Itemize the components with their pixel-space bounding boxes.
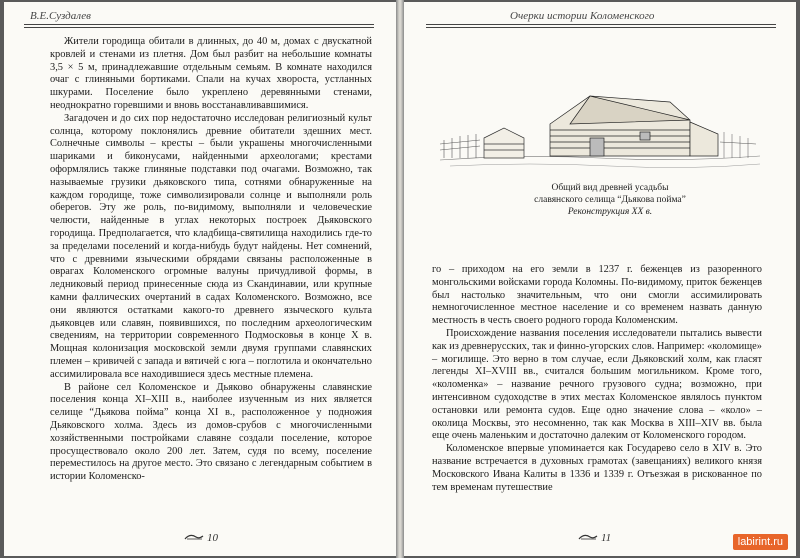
right-body-text (432, 264, 762, 494)
left-page (4, 2, 396, 556)
caption-line: Общий вид древней усадьбы (551, 183, 669, 193)
reconstruction-illustration (440, 82, 760, 174)
page-number: 10 (207, 532, 218, 544)
paragraph: Жители городища обитали в длинных, до 40 м, домах с двускатной кровлей и стенами из плетня. Дом был разбит на небольшие комнаты 3,5 × 5 м, принадлежавшие отдельным семьям. В комнате находился очаг с глиняными бортиками. Спали на кучах хвороста, устланных шкурами. Поселение было укреплено деревянными стенами, неоднократно горевшими и вновь восстанавливавшимися. (50, 36, 372, 111)
watermark-logo: labirint.ru (733, 534, 788, 550)
header-rule (24, 27, 374, 28)
left-body-text (50, 36, 372, 484)
header-rule (24, 24, 374, 25)
paragraph: Коломенское впервые упоминается как Государево село в XIV в. Это название встречается в духовных грамотах (завещаниях) великого князя Московского Ивана Калиты в 1336 и 1339 г. Отъезжая в рискованное по тем временам путешествие (432, 443, 762, 493)
paragraph: го – приходом на его земли в 1237 г. беженцев из разоренного монгольскими войсками города Коломны. По-видимому, приток беженцев был настолько значительным, что они смогли ассимилировать немногочисленное местное население и со временем назвать данную местность в честь своего родного города Коломенским. (432, 264, 762, 327)
page-ornament-icon (578, 532, 598, 544)
illustration-caption (500, 182, 720, 218)
paragraph: В районе сел Коломенское и Дьяково обнаружены славянские поселения конца XI–XIII в., наиболее изученным из них является селище “Дьякова пойма” конца XI в., расположенное у подножия Дьяковского холма. Здесь из домов-срубов с многочисленными хозяйственными постройками славяне создали поселение, которое просуществовало около 200 лет. Затем, судя по всему, поселение переместилось на другое место. Это связано с легендарным событием в истории Коломенско- (50, 381, 372, 483)
header-rule (426, 27, 776, 28)
header-rule (426, 24, 776, 25)
page-number: 11 (601, 532, 612, 544)
paragraph: Загадочен и до сих пор недостаточно исследован религиозный культ солнца, которому поклонялись древние обитатели здешних мест. Солнечные символы – кресты – были украшены многочисленными шариками и биконусами, найденными археологами; крестами оформлялись также глиняные подставки под очагами. Возможно, так называемые грузики дьяковского типа, сотнями обнаруженные на каждом городище, тоже символизировали солнце и выполняли роль оберегов. Эту же роль, по-видимому, выполняли и человеческие челюсти, найденные в углах некоторых построек Дьяковского городища. Предполагается, что кладбища-святилища находились где-то за пределами поселений и когда-нибудь будут найдены. Нет сомнений, что с древними языческими обрядами связаны расположенные в оврагах Коломенского огромные валуны причудливой формы, в ледниковый период принесенные сюда из Скандинавии, или крупные камни фаллических очертаний в садах Коломенского. Возможно, все они являются остатками какого-то древнего языческого культа дьяковцев или славян, появившихся, по последним археологическим сведениям, на территории современного Подмосковья в конце X в. Мощная колонизация московской земли двумя группами славянских племен – кривичей с запада и вятичей с юга – поглотила и окончательно ассимилировала все находившиеся здесь местные племена. (50, 112, 372, 380)
book-gutter (396, 0, 404, 558)
paragraph: Происхождение названия поселения исследователи пытались вывести как из древнерусских, так и финно-угорских слов. Например: «коломище» – могилище. Это верно в том случае, если Дьяковский холм, как гласят легенды XI–XVIII вв., считался большим могильником. Кроме того, «коломенка» – название речного грузового судна; возможно, при интенсивном судоходстве в этих местах Коломенское являлось пунктом остановки или ремонта судов. Еще одно значение слова – «коло» – околица Москвы, это несомненно, так как Москва в XIII–XIV вв. была еще очень маленьким и достаточно далеким от Коломенского городом. (432, 327, 762, 442)
right-running-header: Очерки истории Коломенского (510, 10, 655, 22)
left-folio (184, 532, 218, 544)
right-folio (578, 532, 611, 544)
left-running-header: В.Е.Суздалев (30, 10, 91, 22)
page-ornament-icon (184, 532, 204, 544)
right-page (404, 2, 796, 556)
caption-line: славянского селища “Дьякова пойма” (534, 195, 686, 205)
caption-line: Реконструкция XX в. (567, 207, 653, 217)
